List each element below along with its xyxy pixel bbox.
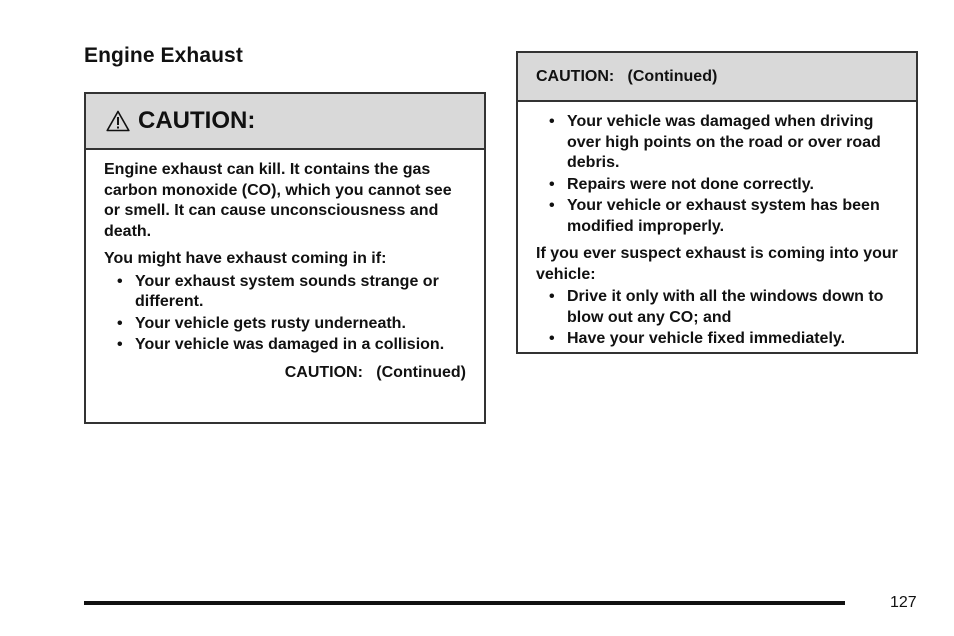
caution-header	[86, 94, 484, 150]
footer-rule	[84, 601, 845, 605]
caution-label: CAUTION:	[138, 107, 256, 134]
list-item: • Repairs were not done correctly.	[536, 175, 898, 196]
caution-box-continued	[516, 51, 918, 354]
list-item: • Your vehicle was damaged in a collision.	[104, 335, 466, 356]
list-item: • Your vehicle gets rusty underneath.	[104, 314, 466, 335]
caution-body-continued	[518, 102, 916, 350]
bullet-list	[536, 112, 898, 237]
caution-box	[84, 92, 486, 424]
page-number: 127	[890, 594, 917, 611]
caution-body	[86, 150, 484, 383]
intro-paragraph: Engine exhaust can kill. It contains the gas carbon monoxide (CO), which you cannot see or smell. It can cause unconsciousness and death.	[104, 161, 452, 240]
warning-triangle-icon	[106, 110, 130, 132]
continued-label: CAUTION: (Continued)	[284, 363, 466, 381]
caution-header-continued	[518, 53, 916, 102]
lead-paragraph: You might have exhaust coming in if:	[104, 250, 387, 267]
section-title: Engine Exhaust	[84, 44, 243, 67]
bullet-list	[104, 272, 466, 356]
lead-paragraph: If you ever suspect exhaust is coming into your vehicle:	[536, 245, 898, 283]
list-item: • Have your vehicle fixed immediately.	[536, 329, 898, 350]
list-item: • Drive it only with all the windows down to blow out any CO; and	[536, 287, 898, 328]
list-item: • Your vehicle was damaged when driving over high points on the road or over road debris.	[536, 112, 898, 174]
list-item: • Your exhaust system sounds strange or different.	[104, 272, 466, 313]
list-item: • Your vehicle or exhaust system has been modified improperly.	[536, 196, 898, 237]
bullet-list	[536, 287, 898, 350]
caution-continued-label: CAUTION: (Continued)	[536, 67, 718, 85]
